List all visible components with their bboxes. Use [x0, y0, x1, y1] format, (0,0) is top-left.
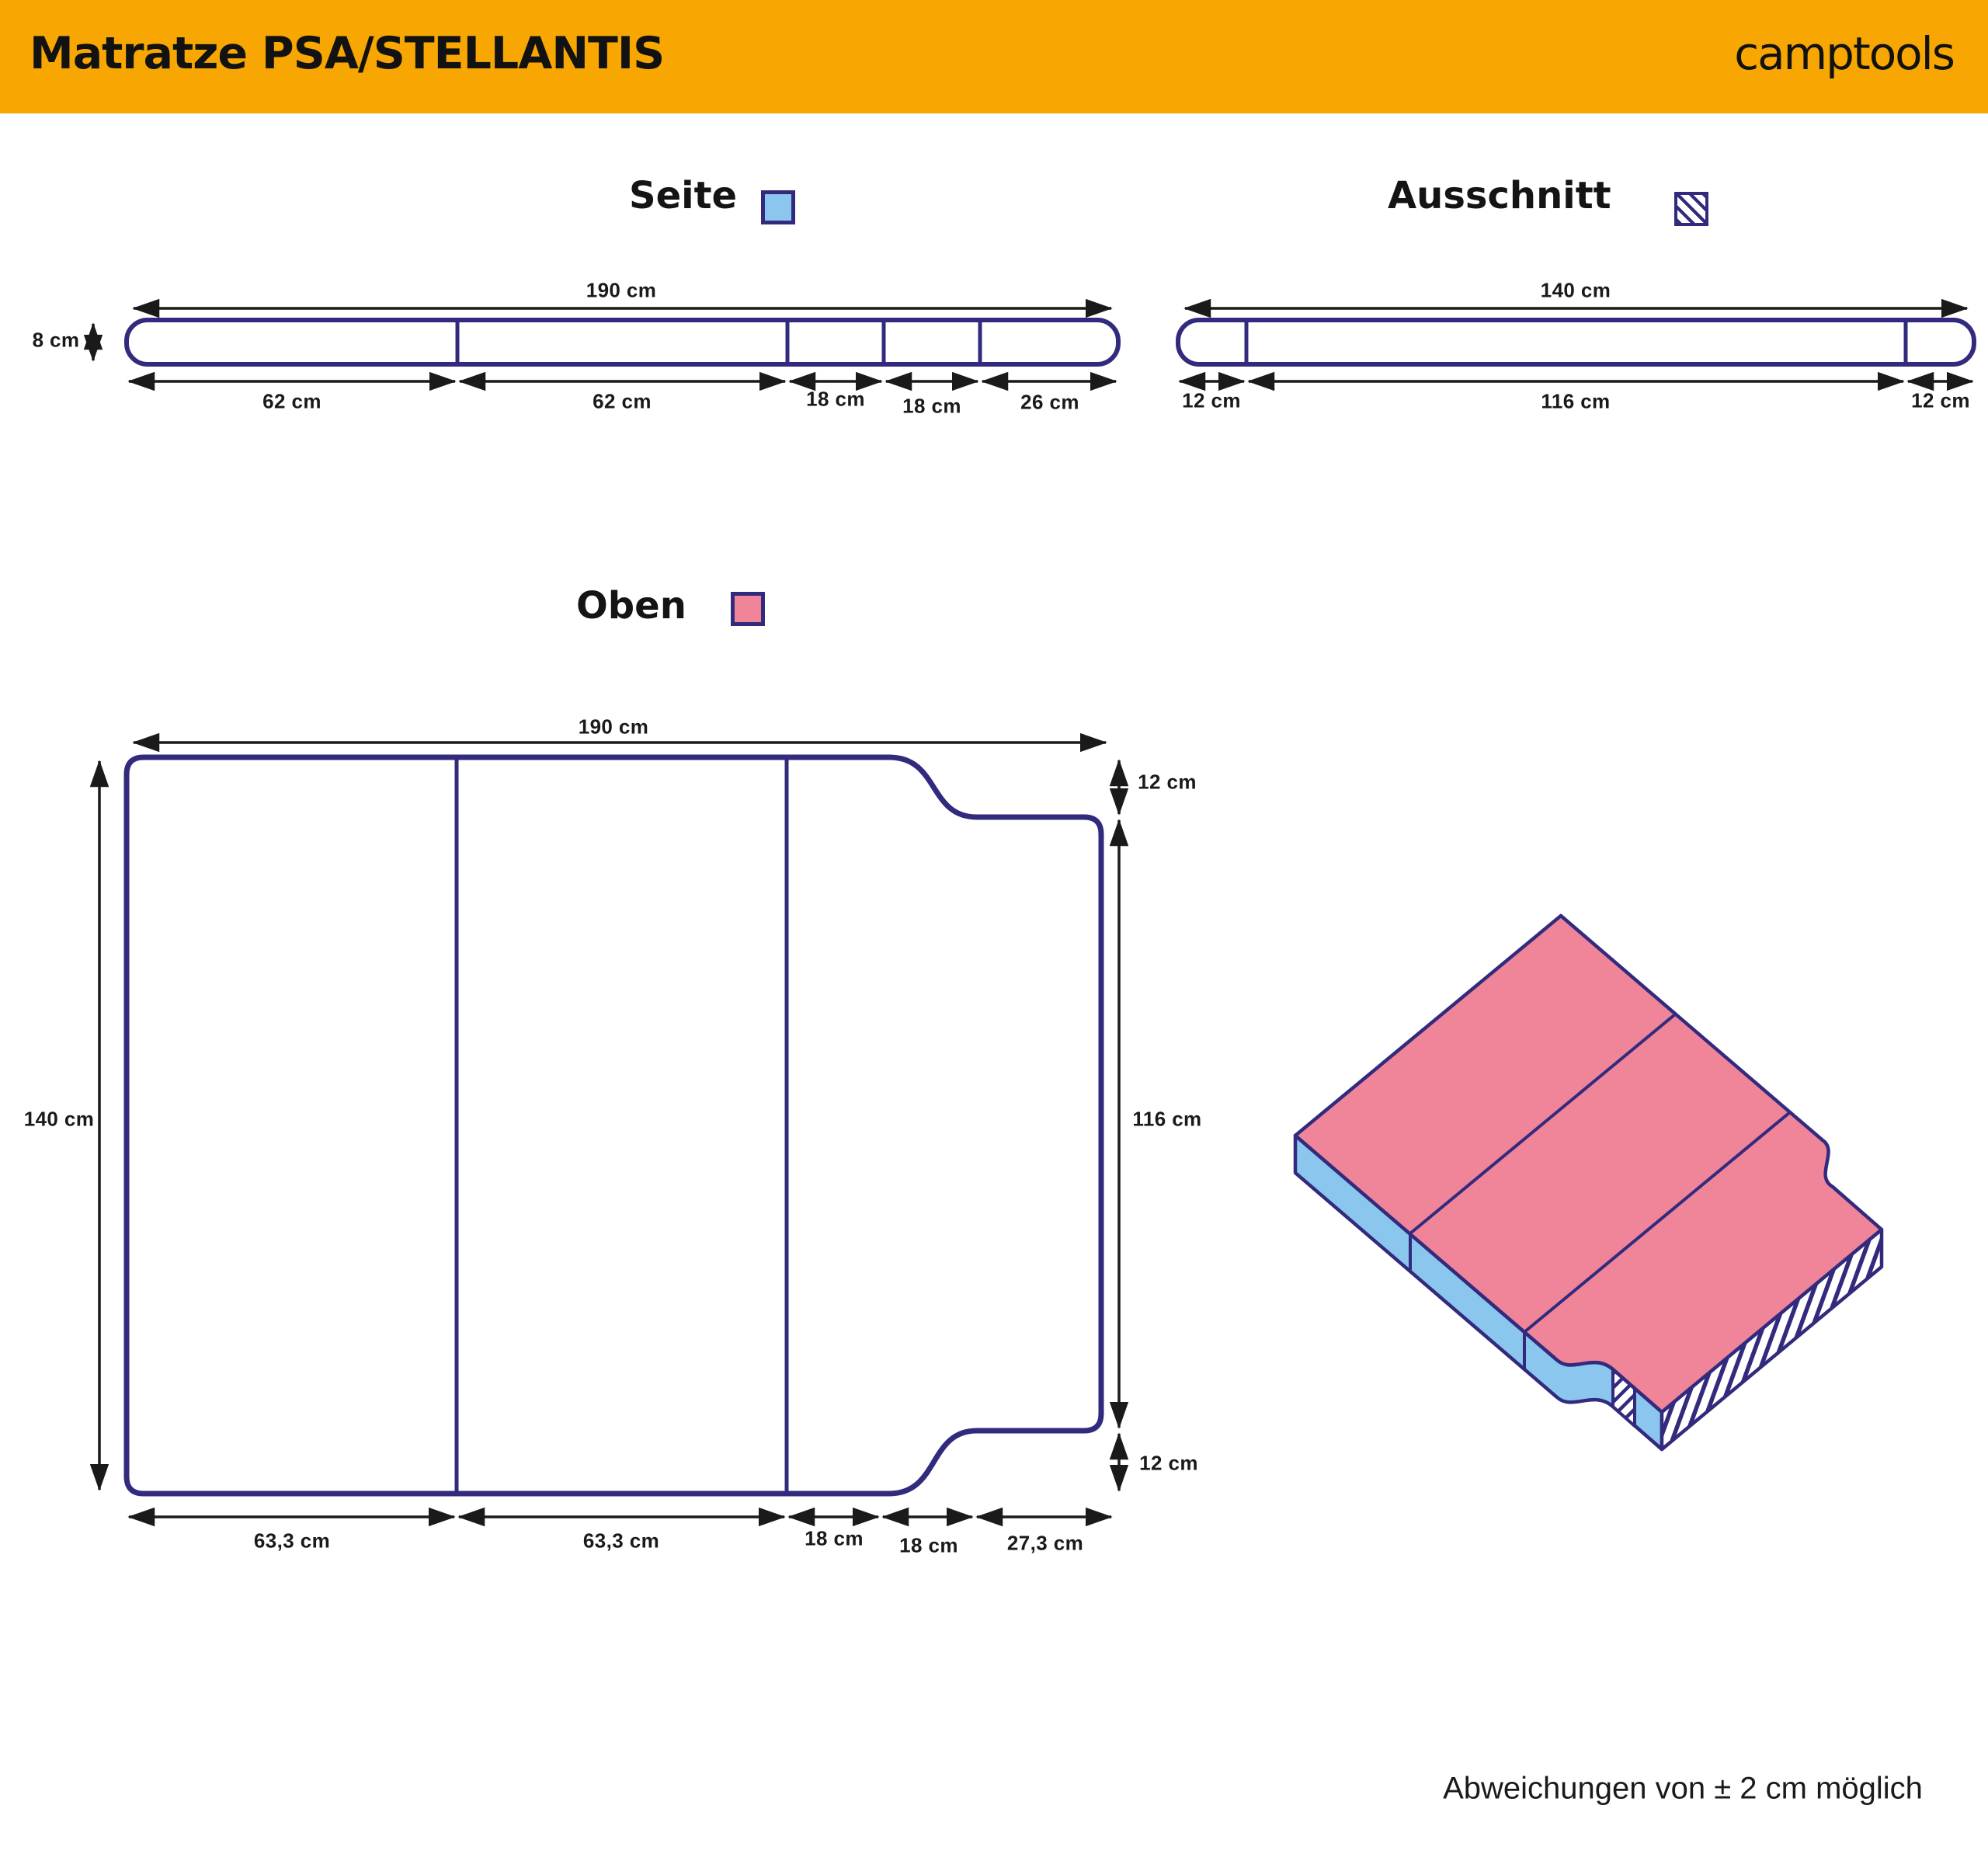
- oben-bottom-seg-label: 63,3 cm: [253, 1529, 331, 1553]
- oben-heading: Oben: [576, 584, 686, 628]
- oben-diagram: [99, 743, 1119, 1517]
- oben-height-label: 140 cm: [23, 1107, 95, 1131]
- seite-seg-label: 62 cm: [593, 389, 652, 413]
- seite-seg-label: 62 cm: [262, 389, 321, 413]
- oben-right-seg-label: 116 cm: [1132, 1107, 1202, 1131]
- seite-seg-label: 18 cm: [806, 387, 865, 411]
- oben-right-seg-label: 12 cm: [1138, 770, 1197, 794]
- oben-width-label: 190 cm: [578, 715, 649, 739]
- oben-bottom-seg-label: 63,3 cm: [582, 1529, 660, 1553]
- ausschnitt-seg-label: 116 cm: [1541, 389, 1611, 413]
- seite-seg-label: 26 cm: [1020, 390, 1079, 414]
- oben-bottom-seg-label: 18 cm: [899, 1533, 958, 1557]
- ausschnitt-diagram: [1178, 308, 1974, 381]
- oben-bottom-seg-label: 27,3 cm: [1006, 1531, 1084, 1555]
- seite-total-label: 190 cm: [586, 278, 657, 302]
- tolerance-note: Abweichungen von ± 2 cm möglich: [1443, 1771, 1923, 1806]
- page-title: Matratze PSA/STELLANTIS: [30, 28, 665, 79]
- ausschnitt-seg-label: 12 cm: [1182, 388, 1241, 412]
- ausschnitt-heading: Ausschnitt: [1388, 174, 1611, 217]
- seite-fold-dividers: [457, 322, 980, 363]
- oben-right-seg-label: 12 cm: [1139, 1451, 1198, 1475]
- seite-heading: Seite: [629, 174, 738, 217]
- oben-mattress-outline: [127, 757, 1101, 1494]
- ausschnitt-total-label: 140 cm: [1540, 278, 1611, 302]
- seite-thickness-label: 8 cm: [32, 328, 80, 352]
- ausschnitt-seg-label: 12 cm: [1911, 388, 1970, 412]
- brand-logo: camptools: [1734, 27, 1954, 80]
- ausschnitt-outline: [1178, 320, 1974, 364]
- ausschnitt-dividers: [1246, 322, 1906, 363]
- isometric-illustration: [1295, 916, 1882, 1449]
- oben-bottom-seg-label: 18 cm: [805, 1526, 864, 1550]
- seite-diagram: [93, 308, 1118, 381]
- seite-seg-label: 18 cm: [902, 394, 961, 418]
- oben-fold-dividers: [457, 760, 787, 1491]
- seite-mattress-outline: [127, 320, 1118, 364]
